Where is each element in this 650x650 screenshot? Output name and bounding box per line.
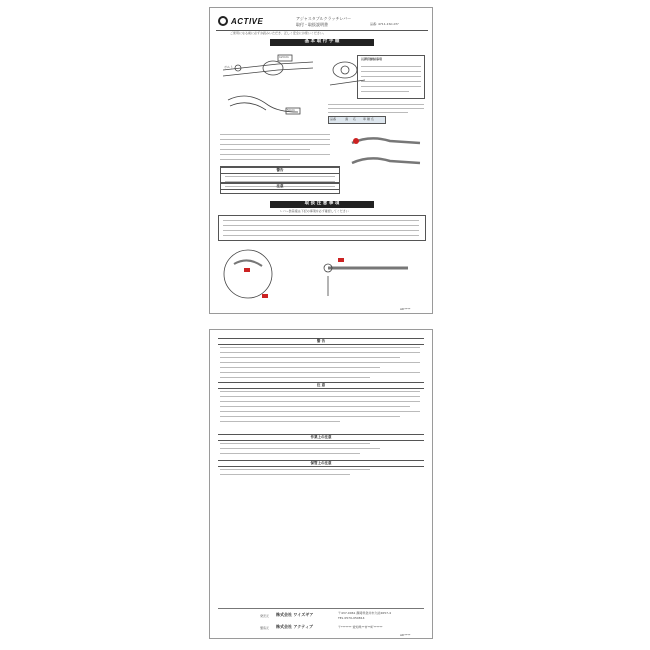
text-line	[220, 154, 330, 155]
install-section-band: 基 本 取 付 手 順	[270, 39, 374, 46]
note-box-title: 長押持締結事項	[361, 57, 383, 61]
table-head-2: 適	[345, 117, 349, 121]
text-line	[220, 377, 370, 378]
text-line	[220, 347, 420, 348]
note-line	[361, 71, 421, 72]
text-line	[223, 235, 419, 236]
text-line	[220, 139, 330, 140]
doc-code: 品番: 4711-1SC-0??	[370, 22, 399, 26]
seller-address: 〒437-0061 静岡県袋井市久能2657-4	[338, 611, 392, 615]
maker-label: 製造元	[260, 626, 270, 630]
text-line	[220, 421, 340, 422]
seller-name: 株式会社 ワイズギア	[276, 612, 314, 617]
text-line	[220, 372, 420, 373]
model-table	[328, 116, 386, 124]
page1-footer-code: AD****	[400, 307, 411, 311]
text-line	[223, 220, 419, 221]
warning-section-head: 警 告	[218, 338, 424, 345]
caution-head: 注意	[221, 183, 339, 190]
warning-head: 警告	[221, 167, 339, 174]
text-line	[220, 144, 330, 145]
maintenance-section-head: 作業上の注意	[218, 434, 424, 441]
text-line	[220, 362, 420, 363]
maker-name: 株式会社 アクティブ	[276, 624, 313, 629]
text-line	[220, 453, 360, 454]
text-line	[220, 357, 400, 358]
lever-side-figures	[350, 133, 426, 178]
table-head-3: 応	[353, 117, 357, 121]
text-line	[220, 474, 350, 475]
text-line	[220, 401, 420, 402]
caution-list-box	[218, 215, 426, 241]
header-subtitle: 取付・取扱説明書	[296, 22, 328, 27]
text-line	[220, 443, 370, 444]
footer-rule	[218, 608, 424, 609]
table-head-4: 車 種 名	[363, 117, 374, 121]
text-line	[220, 134, 330, 135]
text-line	[220, 367, 380, 368]
text-line	[328, 104, 424, 105]
text-line	[223, 230, 419, 231]
note-line	[361, 86, 421, 87]
seller-tel: TEL 0570-050814	[338, 616, 365, 620]
lever-check-figures	[218, 246, 428, 306]
page2-footer-code: AD****	[400, 633, 411, 637]
notice-text: ご使用になる前に必ずお読みいただき、正しく安全にお使いください。	[230, 31, 326, 35]
text-line	[220, 159, 290, 160]
logo-mark-icon	[218, 16, 228, 26]
brand-name: ACTIVE	[231, 17, 264, 26]
storage-section-head: 保管上の注意	[218, 460, 424, 467]
note-box	[357, 55, 425, 99]
table-head-1: 品番	[330, 117, 337, 121]
text-line	[220, 149, 310, 150]
text-line	[220, 416, 400, 417]
instruction-page-1	[209, 7, 433, 314]
header-title: アジャスタブルクラッチレバー	[296, 16, 352, 21]
text-line	[220, 396, 420, 397]
text-line	[223, 225, 419, 226]
bolt-label: ボルト	[224, 65, 234, 69]
caution-section-band: 取 扱 注 意 事 項	[270, 201, 374, 208]
note-line	[361, 81, 421, 82]
note-line	[361, 76, 421, 77]
note-line	[361, 91, 409, 92]
note-line	[361, 66, 421, 67]
text-line	[220, 391, 420, 392]
maker-address: 〒******* 愛知県**市**町******	[338, 625, 383, 629]
text-line	[225, 176, 335, 177]
text-line	[220, 352, 420, 353]
text-line	[220, 448, 380, 449]
lever-install-figure	[218, 50, 318, 120]
tool-size-1: 12mm	[279, 55, 289, 59]
text-line	[220, 411, 420, 412]
seller-label: 発売元	[260, 614, 270, 618]
text-line	[220, 469, 370, 470]
text-line	[328, 108, 424, 109]
tool-size-2: 5mm	[287, 108, 295, 112]
instruction-page-2	[209, 329, 433, 639]
active-logo	[218, 16, 274, 27]
caution-subtitle: レバー装着後は下記の事項を必ず確認してください	[280, 209, 349, 213]
caution-section-head: 注 意	[218, 382, 424, 389]
text-line	[328, 112, 408, 113]
text-line	[220, 406, 410, 407]
caution-box-1	[220, 182, 340, 194]
